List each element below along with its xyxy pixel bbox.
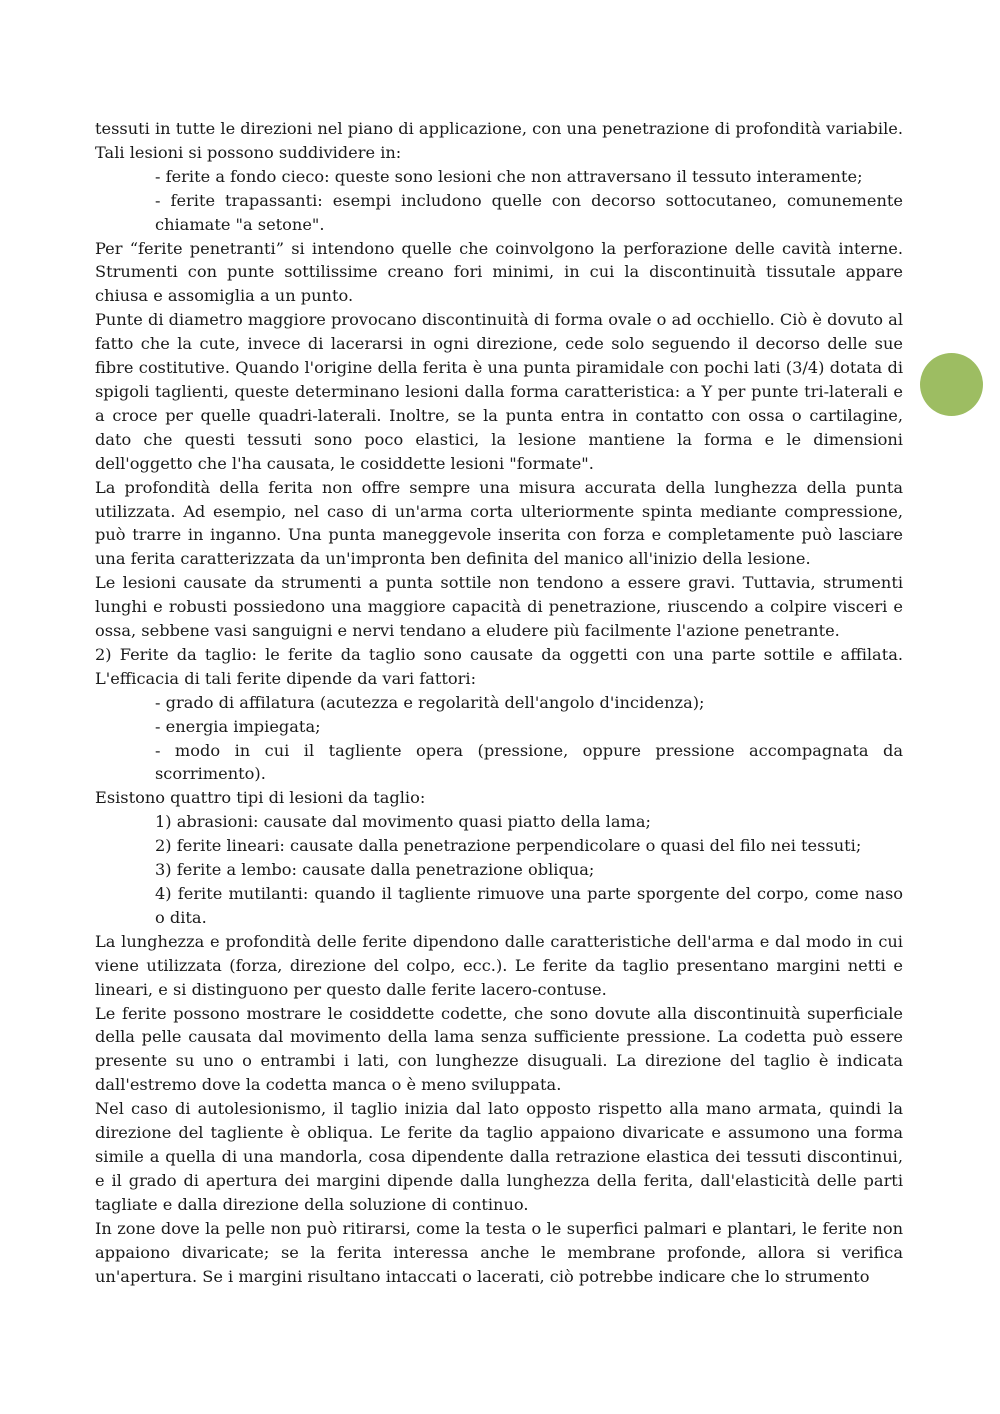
paragraph: Le lesioni causate da strumenti a punta sottile non tendono a essere gravi. Tuttavia, strumenti lunghi e robusti possiedono una maggiore capacità di penetrazione, riuscendo a colpire visceri e ossa, sebbene vasi sanguigni e nervi tendano a eludere più facilmente l'azione penetrante. [95,573,903,641]
paragraph: Esistono quattro tipi di lesioni da taglio: [95,788,426,808]
paragraph: La profondità della ferita non offre sempre una misura accurata della lunghezza della punta utilizzata. Ad esempio, nel caso di un'arma corta ulteriormente spinta mediante compressione, può trarre in inganno. Una punta maneggevole inserita con forza e completamente può lasciare una ferita caratterizzata da un'impronta ben definita del manico all'inizio della lesione. [95,477,903,569]
list-item: - energia impiegata; [155,716,321,736]
list-item: - grado di affilatura (acutezza e regolarità dell'angolo d'incidenza); [155,692,705,712]
paragraph: Le ferite possono mostrare le cosiddette codette, che sono dovute alla discontinuità superficiale della pelle causata dal movimento della lama senza sufficiente pressione. La codetta può essere presente su uno o entrambi i lati, con lunghezze disuguali. La direzione del taglio è indicata dall'estremo dove la codetta manca o è meno sviluppata. [95,1003,903,1095]
paragraph: Per “ferite penetranti” si intendono quelle che coinvolgono la perforazione delle cavità interne. Strumenti con punte sottilissime creano fori minimi, in cui la discontinuità tissutale appare chiusa e assomiglia a un punto. [95,238,903,306]
paragraph: tessuti in tutte le direzioni nel piano di applicazione, con una penetrazione di profondità variabile. Tali lesioni si possono suddividere in: [95,119,903,162]
document-body [95,117,903,1288]
paragraph: In zone dove la pelle non può ritirarsi, come la testa o le superfici palmari e plantari, le ferite non appaiono divaricate; se la ferita interessa anche le membrane profonde, allora si verifica un'apertura. Se i margini risultano intaccati o lacerati, ciò potrebbe indicare che lo strumento [95,1218,903,1286]
list-item: - ferite trapassanti: esempi includono quelle con decorso sottocutaneo, comunemente chiamate "a setone". [155,190,903,234]
list-item: - modo in cui il tagliente opera (pressione, oppure pressione accompagnata da scorrimento). [155,740,903,784]
list-item: 2) ferite lineari: causate dalla penetrazione perpendicolare o quasi del filo nei tessuti; [155,836,862,856]
list-item: - ferite a fondo cieco: queste sono lesioni che non attraversano il tessuto interamente; [155,166,863,186]
paragraph: Nel caso di autolesionismo, il taglio inizia dal lato opposto rispetto alla mano armata, quindi la direzione del tagliente è obliqua. Le ferite da taglio appaiono divaricate e assumono una forma simile a quella di una mandorla, cosa dipendente dalla retrazione elastica dei tessuti discontinui, e il grado di apertura dei margini dipende dalla lunghezza della ferita, dall'elasticità delle parti tagliate e dalla direzione della soluzione di continuo. [95,1099,903,1214]
decorative-green-circle [920,353,983,416]
list-item: 4) ferite mutilanti: quando il tagliente rimuove una parte sporgente del corpo, come naso o dita. [155,884,903,927]
list-item: 1) abrasioni: causate dal movimento quasi piatto della lama; [155,812,651,832]
paragraph: La lunghezza e profondità delle ferite dipendono dalle caratteristiche dell'arma e dal modo in cui viene utilizzata (forza, direzione del colpo, ecc.). Le ferite da taglio presentano margini netti e lineari, e si distinguono per questo dalle ferite lacero-contuse. [95,931,903,999]
list-item: 3) ferite a lembo: causate dalla penetrazione obliqua; [155,860,595,880]
paragraph: 2) Ferite da taglio: le ferite da taglio sono causate da oggetti con una parte sottile e affilata. L'efficacia di tali ferite dipende da vari fattori: [95,644,903,688]
paragraph: Punte di diametro maggiore provocano discontinuità di forma ovale o ad occhiello. Ciò è dovuto al fatto che la cute, invece di lacerarsi in ogni direzione, cede solo seguendo il decorso delle sue fibre costitutive. Quando l'origine della ferita è una punta piramidale con pochi lati (3/4) dotata di spigoli taglienti, queste determinano lesioni dalla forma caratteristica: a Y per punte tri-laterali e a croce per quelle quadri-laterali. Inoltre, se la punta entra in contatto con ossa o cartilagine, dato che questi tessuti sono poco elastici, la lesione mantiene la forma e le dimensioni dell'oggetto che l'ha causata, le cosiddette lesioni "formate". [95,310,903,473]
